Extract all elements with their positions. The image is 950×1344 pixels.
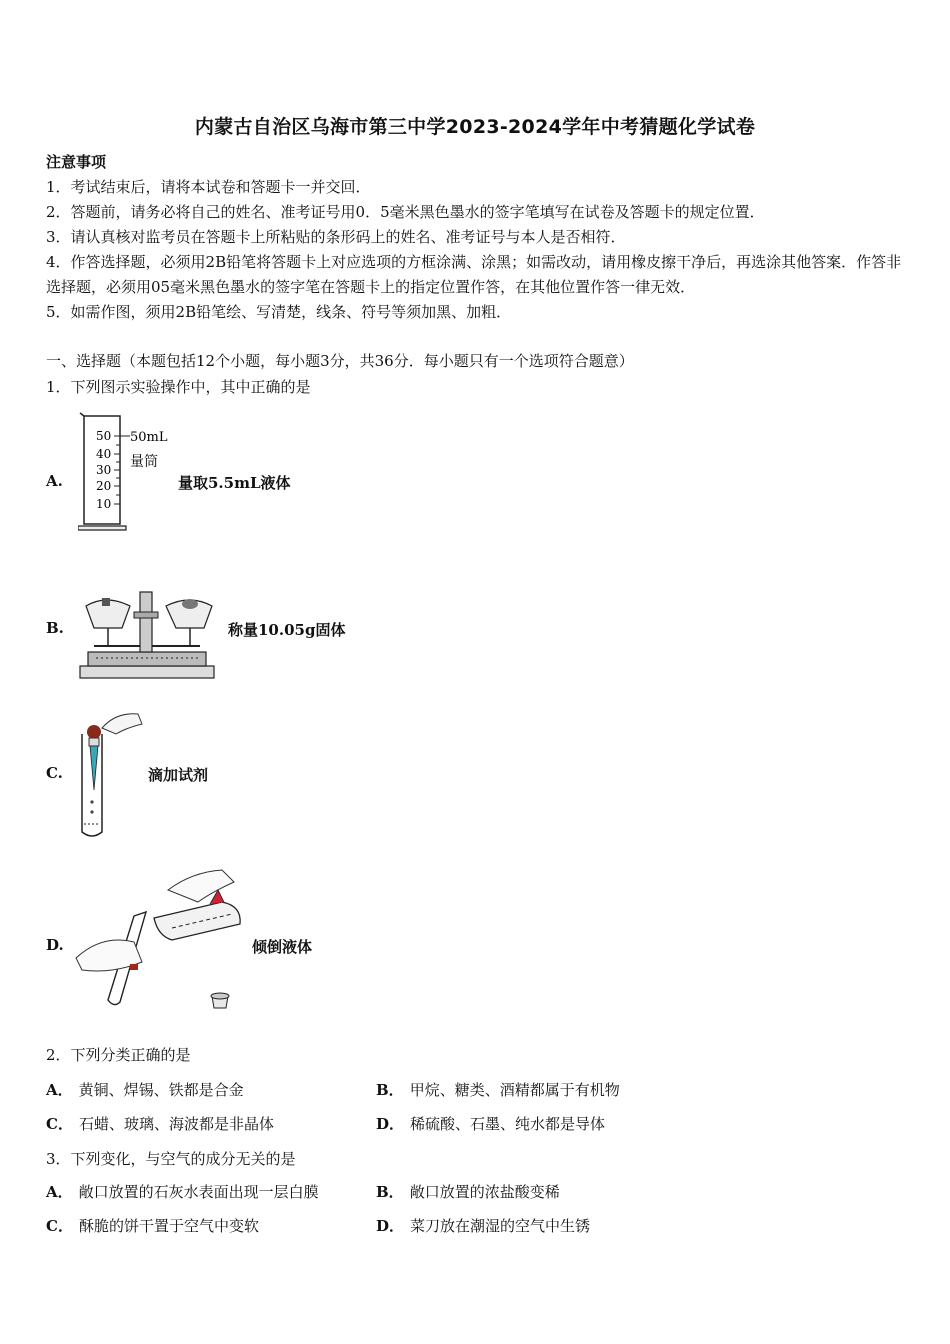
notice-item: 1．考试结束后，请将本试卷和答题卡一并交回．	[46, 178, 371, 196]
q2-option-c	[46, 1113, 274, 1134]
question-2-stem: 2．下列分类正确的是	[46, 1046, 191, 1064]
choice-label: D．	[376, 1217, 405, 1235]
q1-option-a-text: 量取5.5mL液体	[178, 474, 291, 492]
balance-scale-figure	[74, 588, 224, 683]
notice-item: 4．作答选择题，必须用2B铅笔将答题卡上对应选项的方框涂满、涂黑；如需改动，请用橡皮擦干净后，再选涂其他答案．作答非选择题，必须用05毫米黑色墨水的签字笔在答题卡上的指定位置作答，在其他位置作答一律无效．	[46, 253, 902, 296]
choice-label: B．	[376, 1183, 404, 1201]
choice-label: A．	[46, 1081, 73, 1099]
q1-option-c-text: 滴加试剂	[148, 766, 209, 784]
q1-option-c-label: C.	[46, 764, 63, 782]
choice-label: D．	[376, 1115, 405, 1133]
q3-option-a	[46, 1181, 319, 1202]
cylinder-name-label: 量筒	[130, 454, 158, 470]
q2-option-a	[46, 1079, 244, 1100]
cylinder-tick-label: 10	[96, 497, 112, 511]
section-heading: 一、选择题（本题包括12个小题，每小题3分，共36分．每小题只有一个选项符合题意）	[46, 352, 634, 370]
choice-text: 稀硫酸、石墨、纯水都是导体	[410, 1115, 606, 1133]
q1-option-d-text: 倾倒液体	[252, 938, 313, 956]
notice-heading: 注意事项	[46, 153, 107, 171]
q1-option-a-label: A.	[46, 472, 63, 490]
page-title: 内蒙古自治区乌海市第三中学2023-2024学年中考猜题化学试卷	[194, 116, 756, 138]
choice-label: C．	[46, 1217, 73, 1235]
q2-option-d	[376, 1113, 605, 1134]
notice-item: 3．请认真核对监考员在答题卡上所粘贴的条形码上的姓名、准考证号与本人是否相符．	[46, 228, 626, 246]
choice-label: C．	[46, 1115, 73, 1133]
dropper-test-tube-figure	[76, 708, 146, 840]
q3-option-d	[376, 1215, 590, 1236]
pouring-liquid-figure	[72, 862, 248, 1014]
q1-option-b-text: 称量10.05g固体	[228, 621, 346, 639]
cylinder-capacity-label: 50mL	[130, 430, 168, 445]
q1-option-b-label: B.	[46, 619, 64, 637]
q3-option-c	[46, 1215, 259, 1236]
cylinder-tick-label: 40	[96, 447, 112, 461]
graduated-cylinder-figure	[78, 410, 178, 535]
choice-text: 酥脆的饼干置于空气中变软	[78, 1217, 259, 1235]
cylinder-tick-label: 20	[96, 479, 112, 493]
notice-item: 5．如需作图，须用2B铅笔绘、写清楚，线条、符号等须加黑、加粗．	[46, 303, 512, 321]
choice-text: 石蜡、玻璃、海波都是非晶体	[78, 1115, 274, 1133]
notice-item: 2．答题前，请务必将自己的姓名、准考证号用0．5毫米黑色墨水的签字笔填写在试卷及答题卡的规定位置．	[46, 203, 765, 221]
q2-option-b	[376, 1079, 620, 1100]
choice-text: 菜刀放在潮湿的空气中生锈	[410, 1217, 591, 1235]
choice-text: 甲烷、糖类、酒精都属于有机物	[409, 1081, 620, 1099]
cylinder-tick-label: 30	[96, 463, 112, 477]
cylinder-tick-label: 50	[96, 429, 112, 443]
choice-text: 敞口放置的石灰水表面出现一层白膜	[78, 1183, 319, 1201]
choice-text: 敞口放置的浓盐酸变稀	[409, 1183, 560, 1201]
q1-option-d-label: D.	[46, 936, 64, 954]
q3-option-b	[376, 1181, 560, 1202]
question-3-stem: 3．下列变化，与空气的成分无关的是	[46, 1150, 296, 1168]
question-1-stem: 1．下列图示实验操作中，其中正确的是	[46, 378, 311, 396]
notice-list	[46, 175, 908, 325]
choice-text: 黄铜、焊锡、铁都是合金	[78, 1081, 244, 1099]
choice-label: A．	[46, 1183, 73, 1201]
choice-label: B．	[376, 1081, 404, 1099]
